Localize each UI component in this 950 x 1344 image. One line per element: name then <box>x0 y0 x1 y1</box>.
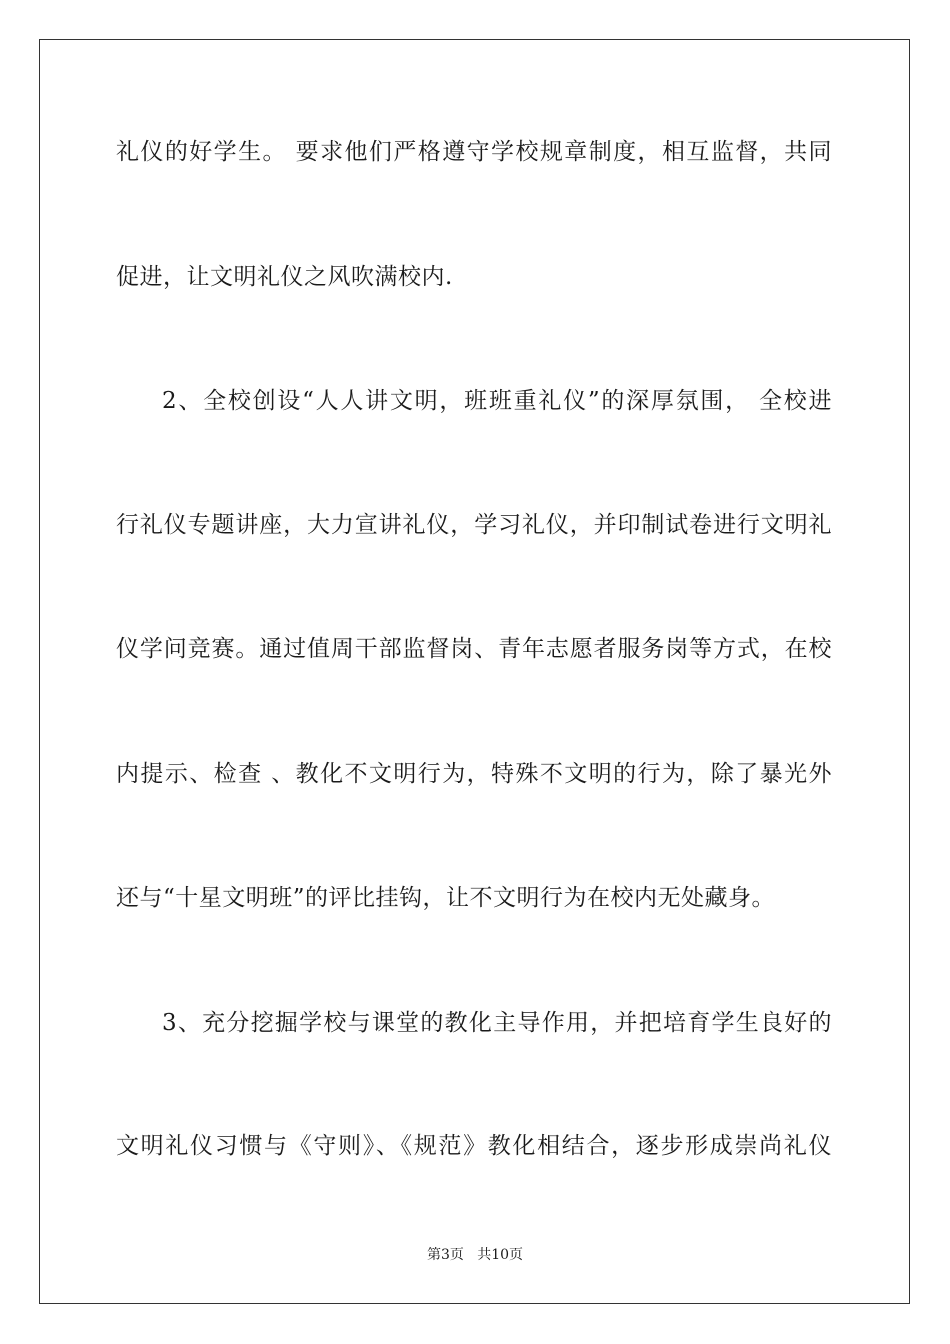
text-line-2: 促进，让文明礼仪之风吹满校内. <box>116 264 453 290</box>
text-line-7: 还与“十星文明班”的评比挂钩，让不文明行为在校内无处藏身。 <box>116 885 776 911</box>
text-line-8: 3、充分挖掘学校与课堂的教化主导作用，并把培育学生良好的 <box>162 1010 832 1036</box>
text-line-6: 内提示、检查 、教化不文明行为，特殊不文明的行为，除了暴光外 <box>116 761 832 787</box>
page-number-footer: 第3页 共10页 <box>426 1247 524 1263</box>
text-line-9: 文明礼仪习惯与《守则》、《规范》教化相结合，逐步形成崇尚礼仪 <box>116 1133 832 1159</box>
page-border <box>39 39 910 1304</box>
text-line-5: 仪学问竞赛。通过值周干部监督岗、青年志愿者服务岗等方式，在校 <box>116 636 832 662</box>
text-line-1: 礼仪的好学生。 要求他们严格遵守学校规章制度，相互监督，共同 <box>116 139 832 165</box>
text-line-3: 2、全校创设“人人讲文明，班班重礼仪”的深厚氛围， 全校进 <box>162 388 832 414</box>
text-line-4: 行礼仪专题讲座，大力宣讲礼仪，学习礼仪，并印制试卷进行文明礼 <box>116 512 832 538</box>
